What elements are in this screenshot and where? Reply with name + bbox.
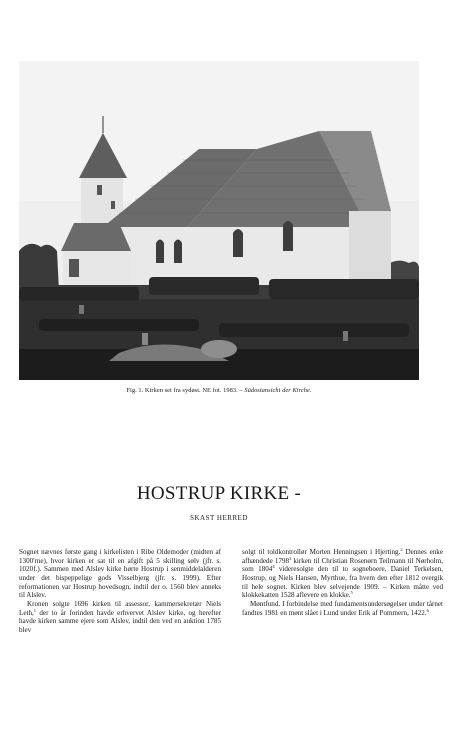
right-column (242, 548, 443, 617)
left-column (19, 548, 221, 635)
caption-german: Südostansicht der Kirche. (244, 387, 312, 394)
footnote-ref: 5 (350, 590, 353, 596)
figure-caption (19, 386, 419, 395)
caption-danish: Fig. 1. Kirken set fra sydøst. NE fot. 1983. – (126, 387, 245, 394)
page-title: HOSTRUP KIRKE - (136, 483, 302, 504)
footnote-ref: 3 (289, 555, 292, 561)
paragraph-coin-find: Møntfund. I forbindelse med fundamentsundersøgelser under tårnet fandtes 1981 en mønt slået i Lund under Erik af Pommern, 1422.$^6$ (242, 599, 443, 617)
footnote-ref: 4 (272, 564, 275, 570)
church-photo (19, 61, 419, 380)
paragraph-ownership-cont: solgt til toldkontrollør Morten Henningsen i Hjerting.$^2$ Dennes enke afhændede 1798$^3$ kirken til Christian Rosenørn Teilmann til Nørholm, som 1804$^4$ videresolgte den til to sogneboere, Daniel Terkelsen, Hostrup, og Niels Hansen, Myrthue, fra hvem den efter 1812 overgik til hele sognet. Kirken blev selvejende 1909. – Kirken måtte ved klokkekatten 1528 aflevere en klokke.$^5$ (242, 547, 444, 600)
footnote-ref: 1 (33, 607, 37, 613)
paragraph-ownership: Kronen solgte 1696 kirken til assessor, kammersekretær Niels Leth,$^1$ der to år forinden havde erhvervet Alslev kirke, og herefter havde kirken samme ejere som Alslev, indtil den ved en auktion 1785 blev (19, 599, 221, 634)
footnote-ref: 6 (426, 607, 429, 613)
footnote-ref: 2 (400, 547, 403, 552)
page-subtitle: SKAST HERRED (190, 514, 248, 522)
paragraph-intro: Sognet nævnes første gang i kirkelisten i Ribe Oldemoder (midten af 1300'rne), hvor kirken er sat til en afgift på 5 skilling sølv (jfr. s. 1020f.). Sammen med Alslev kirke hørte Hostrup i senmiddelalderen under det bispeppelige gods Visselbjerg (jfr. s. 1999). Efter reformationen var Hostrup hovedsogn, indtil der o. 1560 blev anneks til Alslev. (19, 548, 221, 600)
